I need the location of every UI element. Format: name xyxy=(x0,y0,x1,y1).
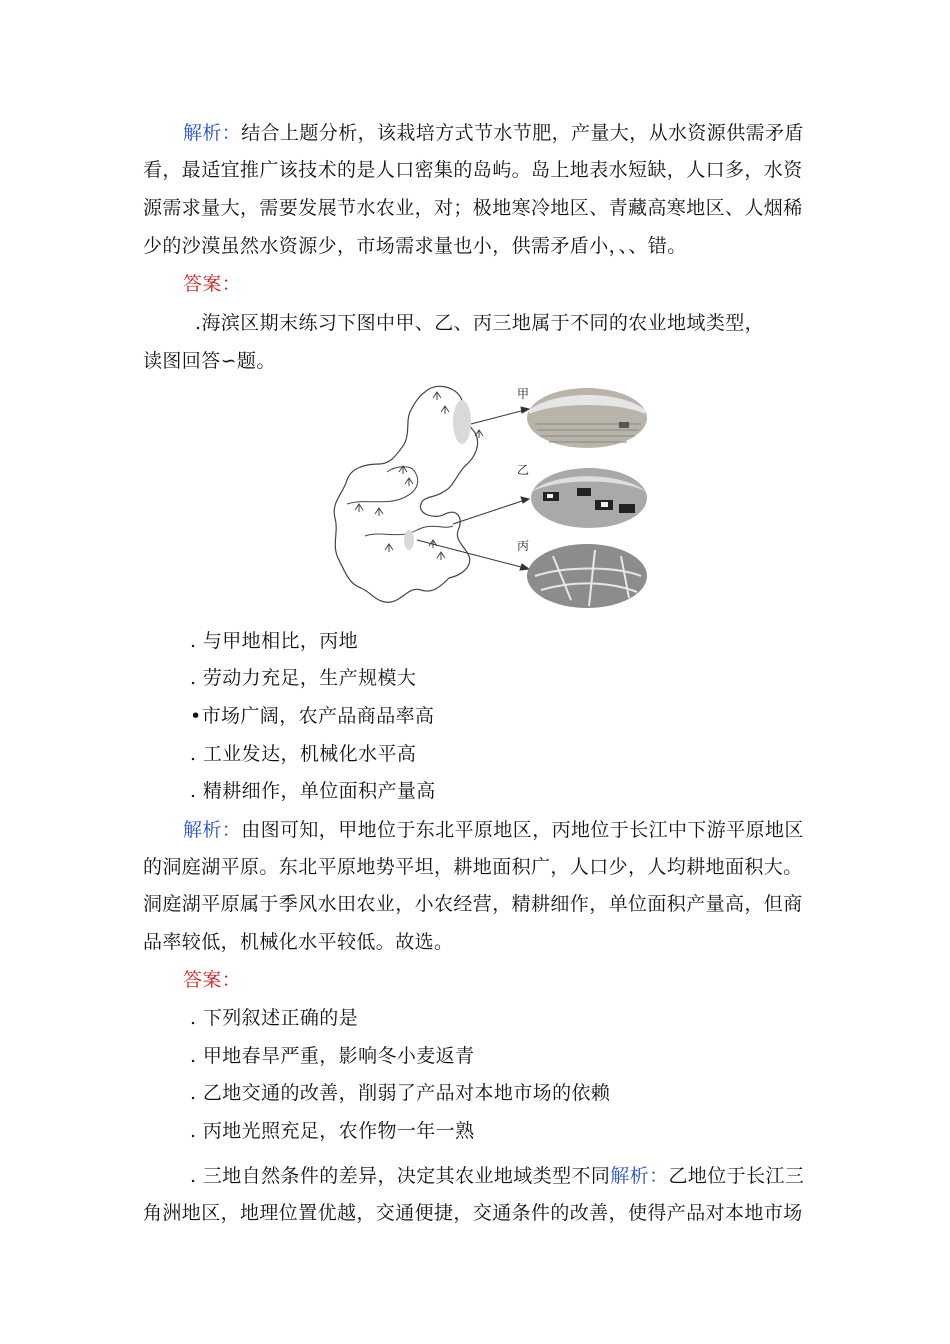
question-1-option-b: •市场广阔，农产品商品率高 xyxy=(190,705,435,727)
analysis-paragraph-3-line-2: 角洲地区，地理位置优越，交通便捷，交通条件的改善，使得产品对本地市场 xyxy=(143,1202,803,1224)
analysis-text: 结合上题分析，该栽培方式节水节肥，产量大，从水资源供需矛盾 xyxy=(241,122,804,144)
question-1-option-d: . 精耕细作，单位面积产量高 xyxy=(190,780,436,802)
analysis-paragraph-1-line-1 xyxy=(183,120,804,146)
answer-label-2: 答案： xyxy=(183,969,242,991)
question-2-option-b: . 乙地交通的改善，削弱了产品对本地市场的依赖 xyxy=(190,1082,611,1104)
photo-jia-farmland xyxy=(527,388,647,448)
analysis-label: 解析： xyxy=(183,122,242,144)
region-bing xyxy=(404,530,414,550)
analysis-paragraph-1-line-4: 少的沙漠虽然水资源少，市场需求量也小，供需矛盾小，、、错。 xyxy=(143,235,687,257)
question-2-stem: . 下列叙述正确的是 xyxy=(190,1007,359,1029)
label-bing: 丙 xyxy=(517,539,530,553)
analysis-paragraph-1-line-3: 源需求量大，需要发展节水农业，对；极地寒冷地区、青藏高寒地区、人烟稀 xyxy=(143,197,803,219)
region-jia xyxy=(453,400,471,444)
analysis-paragraph-2-line-4: 品率较低，机械化水平较低。故选。 xyxy=(143,931,454,953)
analysis-text: 乙地位于长江三 xyxy=(668,1165,805,1187)
analysis-paragraph-2-line-2: 的洞庭湖平原。东北平原地势平坦，耕地面积广，人口少，人均耕地面积大。 xyxy=(143,856,803,878)
answer-label-1: 答案： xyxy=(183,273,242,295)
question-1-option-a: . 劳动力充足，生产规模大 xyxy=(190,667,417,689)
analysis-text: 由图可知，甲地位于东北平原地区，丙地位于长江中下游平原地区 xyxy=(241,819,804,841)
question-2-option-a: . 甲地春旱严重，影响冬小麦返青 xyxy=(190,1045,475,1067)
photo-bing-paddies xyxy=(527,544,647,608)
question-2-option-c: . 丙地光照充足，农作物一年一熟 xyxy=(190,1120,475,1142)
analysis-paragraph-2-line-1 xyxy=(183,817,804,843)
china-east-map-with-photos xyxy=(325,380,655,620)
question-intro-line-2: 读图回答∽题。 xyxy=(143,350,276,372)
label-yi: 乙 xyxy=(517,463,530,477)
question-intro-line-1: .海滨区期末练习下图中甲、乙、丙三地属于不同的农业地域类型， xyxy=(195,312,765,334)
question-1-option-c: . 工业发达，机械化水平高 xyxy=(190,743,417,765)
photo-yi-pasture xyxy=(531,468,647,528)
analysis-label: 解析： xyxy=(183,819,242,841)
analysis-paragraph-2-line-3: 洞庭湖平原属于季风水田农业，小农经营，精耕细作，单位面积产量高，但商 xyxy=(143,893,803,915)
question-2-option-d-with-analysis xyxy=(190,1163,804,1189)
analysis-label: 解析： xyxy=(610,1165,669,1187)
map-figure xyxy=(325,380,655,620)
analysis-paragraph-1-line-2: 看，最适宜推广该技术的是人口密集的岛屿。岛上地表水短缺，人口多，水资 xyxy=(143,159,803,181)
question-2-option-d: . 三地自然条件的差异，决定其农业地域类型不同 xyxy=(190,1165,611,1187)
label-jia: 甲 xyxy=(517,387,530,401)
question-1-stem: . 与甲地相比，丙地 xyxy=(190,630,359,652)
